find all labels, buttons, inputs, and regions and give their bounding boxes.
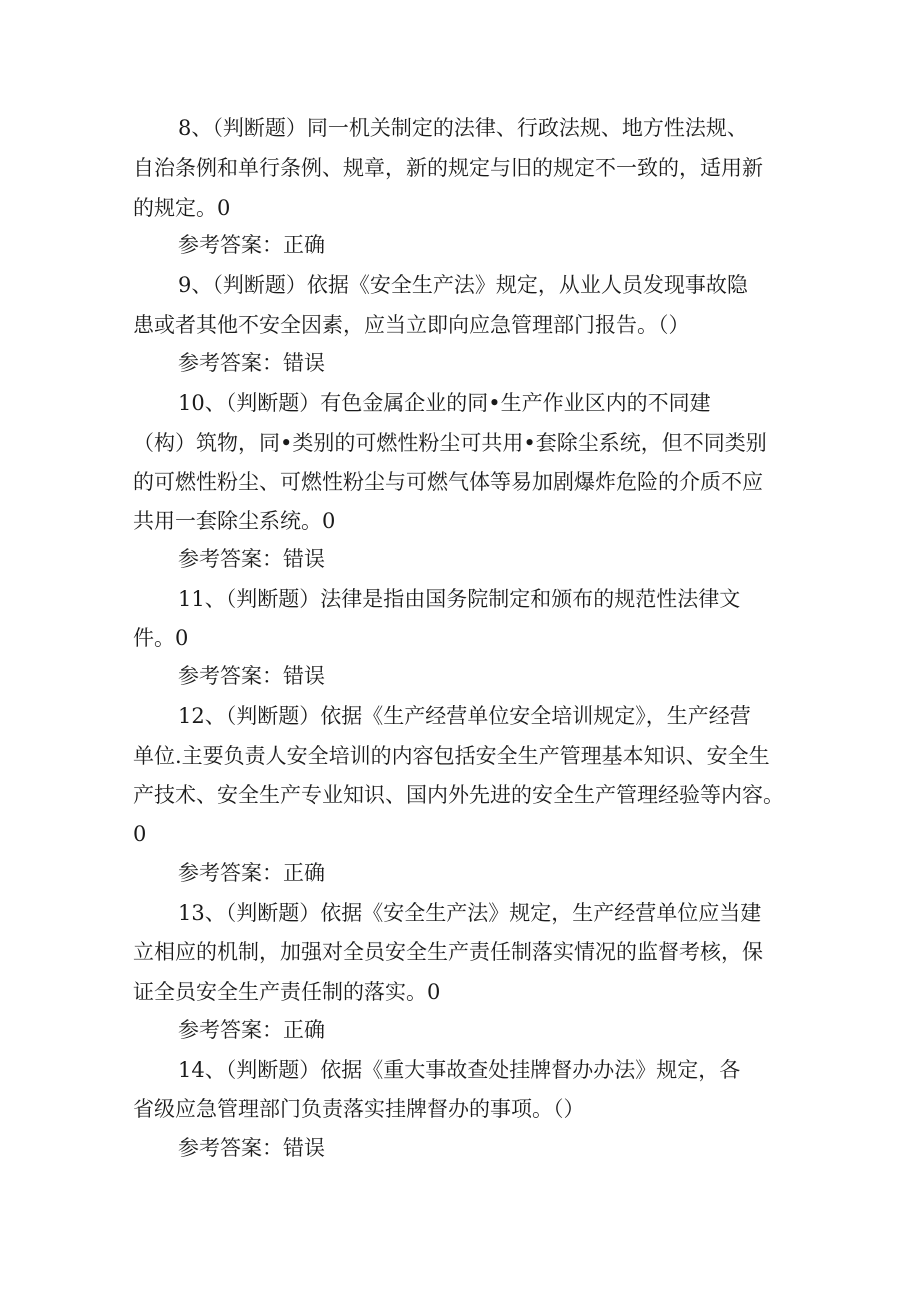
question-line: 0 [133,822,147,846]
question-line: 的可燃性粉尘、可燃性粉尘与可燃气体等易加剧爆炸危险的介质不应 [133,470,763,494]
question-line: 患或者其他不安全因素，应当立即向应急管理部门报告。（） [133,313,690,337]
question-line: 14、（判断题）依据《重大事故查处挂牌督办办法》规定，各 [178,1058,741,1082]
question-line: 件。0 [133,626,189,650]
question-line: 8、（判断题）同一机关制定的法律、行政法规、地方性法规、 [178,116,748,140]
question-line: 10、（判断题）有色金属企业的同•生产作业区内的不同建 [178,391,711,415]
question-line: 11、（判断题）法律是指由国务院制定和颁布的规范性法律文 [178,587,741,611]
answer-line: 参考答案：错误 [178,351,325,375]
question-line: 立相应的机制，加强对全员安全生产责任制落实情况的监督考核，保 [133,940,763,964]
question-line: 9、（判断题）依据《安全生产法》规定，从业人员发现事故隐 [178,273,748,297]
answer-line: 参考答案：正确 [178,1018,325,1042]
answer-line: 参考答案：错误 [178,547,325,571]
answer-line: 参考答案：正确 [178,861,325,885]
question-line: 13、（判断题）依据《安全生产法》规定，生产经营单位应当建 [178,901,762,925]
question-line: 共用一套除尘系统。0 [133,509,336,533]
answer-line: 参考答案：错误 [178,664,325,688]
question-line: 自治条例和单行条例、规章，新的规定与旧的规定不一致的，适用新 [133,156,763,180]
question-line: 省级应急管理部门负责落实挂牌督办的事项。（） [133,1097,585,1121]
question-line: 单位.主要负责人安全培训的内容包括安全生产管理基本知识、安全生 [133,744,770,768]
answer-line: 参考答案：错误 [178,1136,325,1160]
question-line: （构）筑物，同•类别的可燃性粉尘可共用•套除尘系统，但不同类别 [133,431,767,455]
question-line: 产技术、安全生产专业知识、国内外先进的安全生产管理经验等内容。 [133,783,784,807]
question-line: 的规定。0 [133,196,231,220]
question-line: 证全员安全生产责任制的落实。0 [133,980,441,1004]
question-line: 12、（判断题）依据《生产经营单位安全培训规定》，生产经营 [178,704,751,728]
answer-line: 参考答案：正确 [178,233,325,257]
